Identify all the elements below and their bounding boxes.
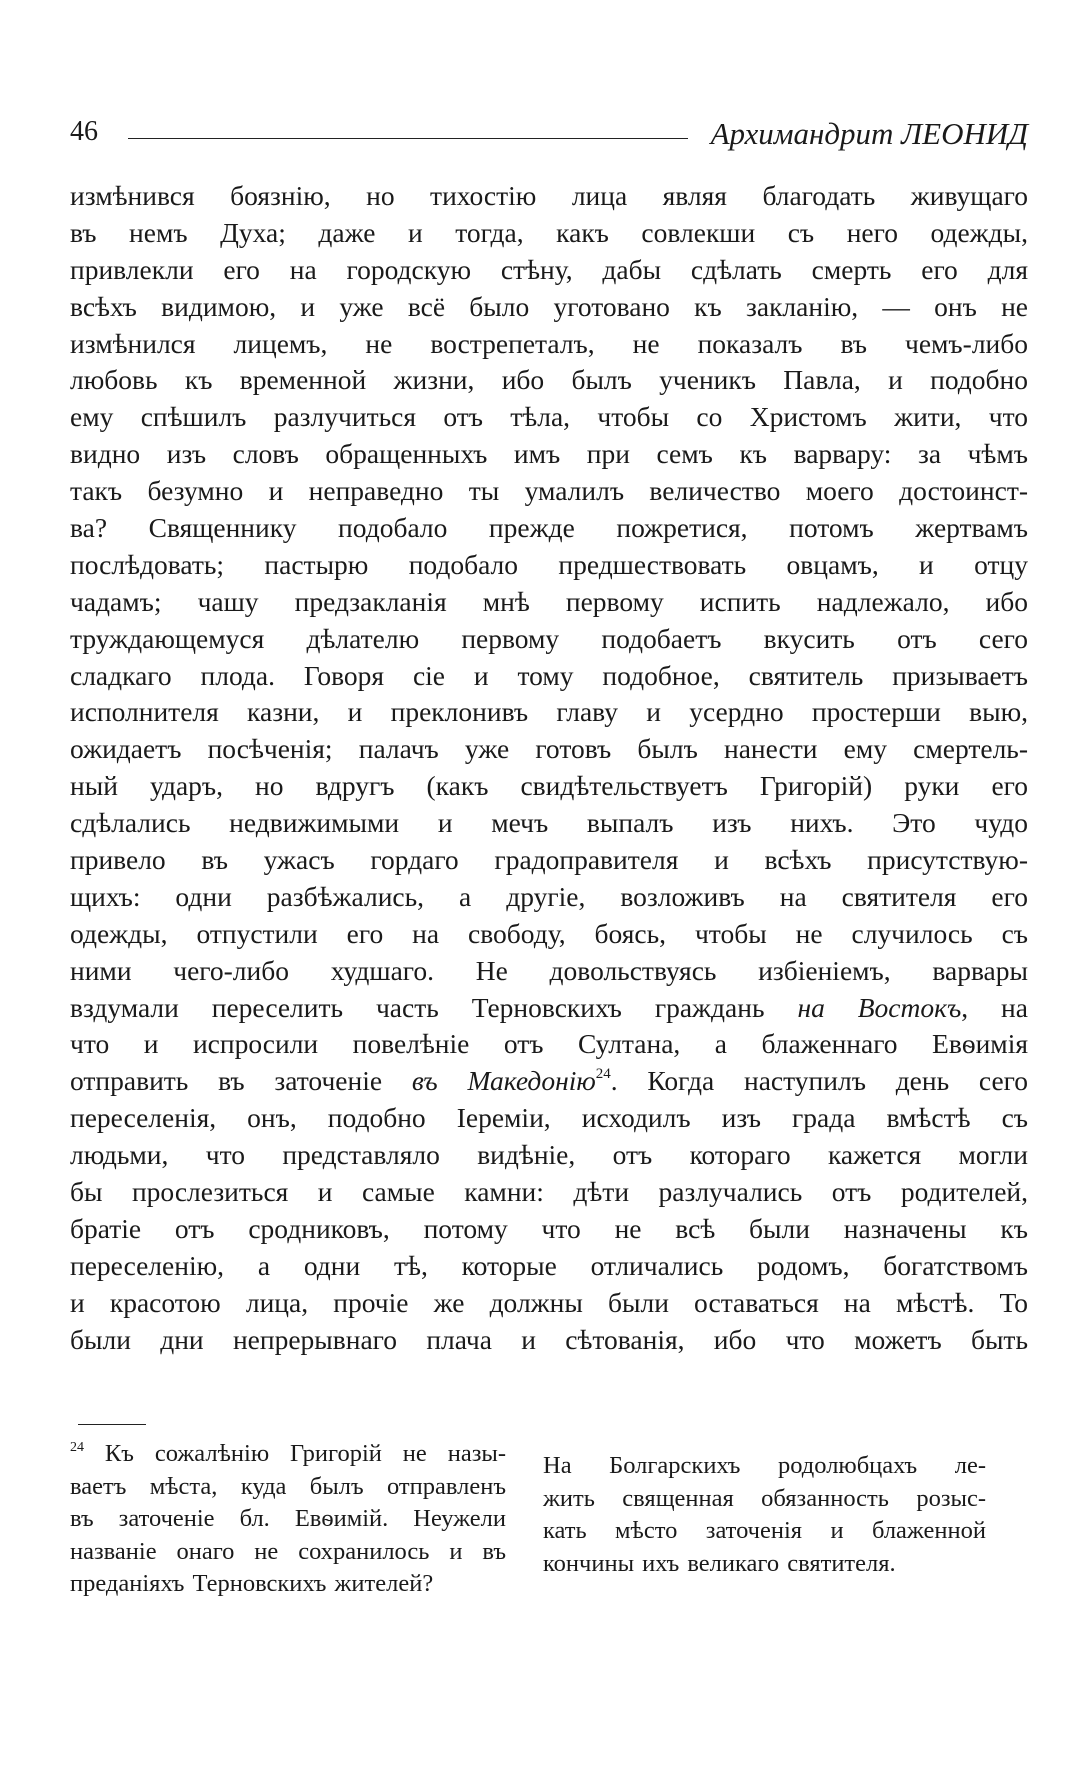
footnote-left-column [70,1438,506,1601]
footnote-line: преданіяхъ Терновскихъ жителей? [70,1570,434,1598]
text-line: сдѣлались недвижимыми и мечъ выпалъ изъ нихъ. Это чудо [70,807,1028,839]
text-line: переселенію, а одни тѣ, которые отличались родомъ, богатствомъ [70,1249,1028,1281]
text-line-mixed [70,990,1028,1027]
page-header [70,116,1028,156]
footnote-number: 24 [70,1440,84,1455]
footnote-line: въ заточеніе бл. Евѳимій. Неужели [70,1505,506,1533]
text-line: измѣнився боязнію, но тихостію лица являя благодать живущаго [70,180,1028,211]
text-line: любовь къ временной жизни, ибо былъ ученикъ Павла, и подобно [70,364,1028,396]
text-line: ва? Священнику подобало прежде пожретися, потомъ жертвамъ [70,512,1028,544]
text-line: измѣнился лицемъ, не вострепеталъ, не показалъ въ чемъ-либо [70,327,1028,359]
text-line: такъ безумно и неправедно ты умалилъ величество моего достоинст- [70,475,1028,507]
text-line: въ немъ Духа; даже и тогда, какъ совлекши съ него одежды, [70,216,1028,248]
footnote-text: Къ сожалѣнію Григорій не назы- [104,1440,506,1467]
line-segment: . Когда наступилъ день сего [610,1065,1029,1097]
text-line: всѣхъ видимою, и уже всё было уготовано къ закланію, — онъ не [70,290,1028,322]
text-line: ный ударъ, но вдругъ (какъ свидѣтельствуетъ Григорій) руки его [70,770,1028,802]
footnote-line: названіе онаго не сохранилось и въ [70,1537,506,1565]
footnote-line: кончины ихъ великаго святителя. [543,1549,896,1577]
line-segment: , на [961,991,1028,1023]
text-line: переселенія, онъ, подобно Іереміи, исходилъ изъ града вмѣстѣ съ [70,1102,1028,1134]
text-line: одежды, отпустили его на свободу, боясь, чтобы не случилось съ [70,917,1028,949]
footnote-line: жить священная обязанность розыс- [543,1484,986,1512]
text-line: ними чего-либо худшаго. Не довольствуясь избіеніемъ, варвары [70,954,1028,986]
text-line: людьми, что представляло видѣніе, отъ котораго кажется могли [70,1139,1028,1171]
italic-phrase: на Востокъ [797,991,962,1023]
footnote-right-column [543,1450,986,1580]
line-segment: отправить въ заточеніе [70,1065,383,1097]
text-line: исполнителя казни, и преклонивъ главу и усердно простерши выю, [70,696,1028,728]
text-line: чадамъ; чашу предзакланія мнѣ первому испить надлежало, ибо [70,585,1028,617]
footnote-line: кать мѣсто заточенія и блаженной [543,1517,986,1545]
text-line: привлекли его на городскую стѣну, дабы сдѣлать смерть его для [70,253,1028,285]
text-line-mixed [70,1063,1028,1100]
text-line: и красотою лица, прочіе же должны были оставаться на мѣстѣ. То [70,1286,1028,1318]
page-number: 46 [70,116,98,147]
footnote-rule [78,1424,146,1425]
text-line: братіе отъ сродниковъ, потому что не всѣ были назначены къ [70,1212,1028,1244]
text-line: видно изъ словъ обращенныхъ имъ при семъ къ варвару: за чѣмъ [70,438,1028,470]
text-line: сладкаго плода. Говоря сіе и тому подобное, святитель призываетъ [70,659,1028,691]
text-line: бы прослезиться и самые камни: дѣти разлучались отъ родителей, [70,1176,1028,1208]
footnote-reference[interactable]: 24 [595,1066,611,1083]
line-segment: вздумали переселить часть Терновскихъ граждань [70,991,765,1023]
text-line: были дни непрерывнаго плача и сѣтованія, ибо что можетъ быть [70,1323,1028,1355]
text-line: труждающемуся дѣлателю первому подобаетъ вкусить отъ сего [70,622,1028,654]
main-text [70,178,1028,1359]
text-line: ожидаетъ посѣченія; палачъ уже готовъ былъ нанести ему смертель- [70,733,1028,765]
text-line: привело въ ужасъ гордаго градоправителя и всѣхъ присутствую- [70,844,1028,876]
italic-phrase: въ Македонію [411,1065,596,1097]
footnote-line: На Болгарскихъ родолюбцахъ ле- [543,1452,986,1479]
footnote-line [70,1438,506,1471]
text-line: ему спѣшилъ разлучиться отъ тѣла, чтобы со Христомъ жити, что [70,401,1028,433]
text-line: что и испросили повелѣніе отъ Султана, а блаженнаго Евѳимія [70,1028,1028,1060]
header-rule [128,138,688,139]
text-line: щихъ: одни разбѣжались, а другіе, возложивъ на святителя его [70,880,1028,912]
running-title: Архимандрит ЛЕОНИД [710,116,1028,151]
text-line: послѣдовать; пастырю подобало предшествовать овцамъ, и отцу [70,548,1028,580]
footnote-line: ваетъ мѣста, куда былъ отправленъ [70,1472,506,1500]
